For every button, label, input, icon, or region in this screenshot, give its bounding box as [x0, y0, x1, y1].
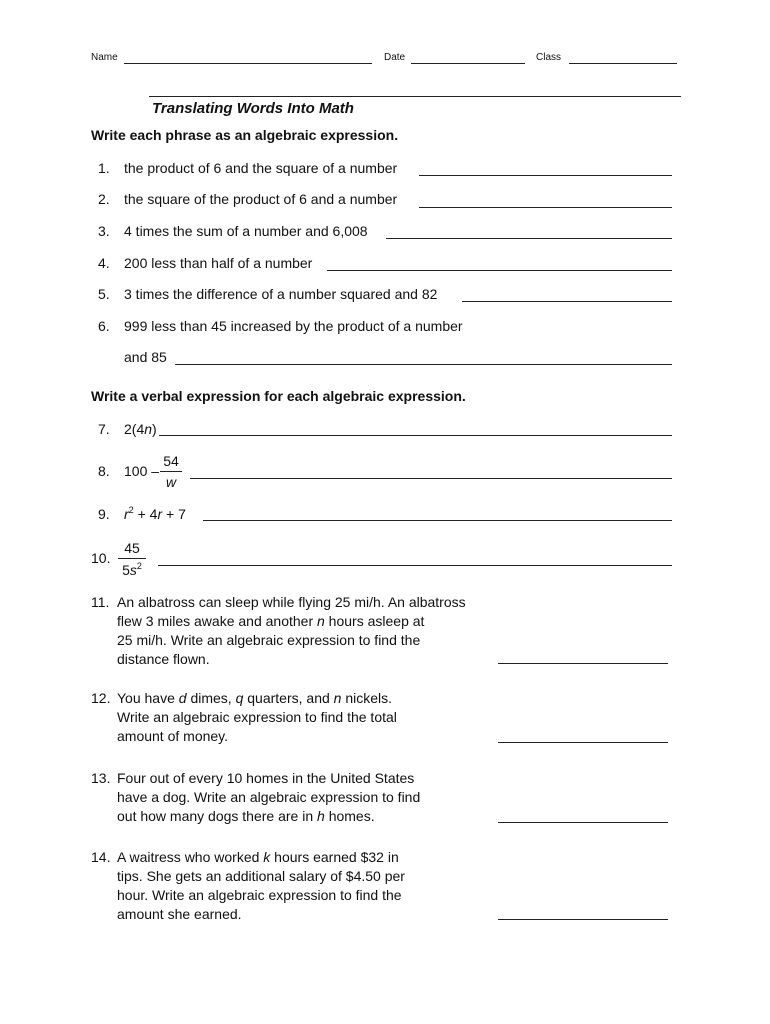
- answer-line-3[interactable]: [386, 238, 672, 239]
- question-number: 5.: [98, 286, 110, 302]
- question-text: 200 less than half of a number: [124, 255, 313, 271]
- title-rule: [149, 96, 681, 97]
- date-answer-line[interactable]: [411, 63, 525, 64]
- answer-line-4[interactable]: [327, 270, 672, 271]
- expr-part: + 7: [162, 506, 186, 522]
- problem-line: tips. She gets an additional salary of $4.50 per: [117, 868, 405, 884]
- problem-line: have a dog. Write an algebraic expression to find: [117, 789, 421, 805]
- question-text: 999 less than 45 increased by the product of a number: [124, 318, 463, 334]
- fraction-45-over-5s2: [118, 540, 146, 578]
- expr-part: 2(4: [124, 421, 145, 437]
- class-label: Class: [536, 52, 562, 63]
- expr-part: 100 –: [124, 463, 160, 479]
- variable-r: r: [157, 506, 163, 522]
- exponent: 2: [136, 561, 142, 571]
- problem-line: out how many dogs there are in h homes.: [117, 808, 375, 824]
- question-number: 9.: [98, 506, 110, 522]
- question-10: [91, 550, 110, 566]
- expr-part: ): [152, 421, 157, 437]
- problem-line: A waitress who worked k hours earned $32 in: [117, 849, 399, 865]
- section1-heading: Write each phrase as an algebraic expression.: [91, 127, 399, 143]
- question-5: [98, 286, 437, 302]
- answer-line-2[interactable]: [419, 207, 672, 208]
- question-text: the product of 6 and the square of a number: [124, 160, 398, 176]
- denominator-coef: 5: [122, 562, 130, 578]
- question-number: 2.: [98, 191, 110, 207]
- question-text: 4 times the sum of a number and 6,008: [124, 223, 368, 239]
- question-3: [98, 223, 368, 239]
- expr-part: + 4: [133, 506, 158, 522]
- question-7: [98, 421, 157, 437]
- answer-line-12[interactable]: [498, 742, 668, 743]
- problem-line: hour. Write an algebraic expression to find the: [117, 887, 402, 903]
- problem-line: Four out of every 10 homes in the United States: [117, 770, 415, 786]
- denominator: w: [165, 474, 177, 490]
- problem-line: distance flown.: [117, 651, 210, 667]
- problem-line: An albatross can sleep while flying 25 mi/h. An albatross: [117, 594, 466, 610]
- answer-line-7[interactable]: [159, 435, 672, 436]
- question-8: [98, 463, 159, 479]
- name-answer-line[interactable]: [124, 63, 372, 64]
- fraction-bar: [160, 471, 182, 472]
- page-title: Translating Words Into Math: [152, 100, 354, 117]
- question-4: [98, 255, 312, 271]
- problem-line: flew 3 miles awake and another n hours asleep at: [117, 613, 425, 629]
- section2-heading: Write a verbal expression for each algebraic expression.: [91, 388, 466, 404]
- question-6-continued: and 85: [124, 349, 167, 365]
- fraction-54-over-w: [160, 453, 182, 490]
- answer-line-5[interactable]: [462, 301, 672, 302]
- answer-line-10[interactable]: [158, 565, 672, 566]
- answer-line-11[interactable]: [498, 663, 668, 664]
- question-1: [98, 160, 397, 176]
- numerator: 45: [124, 540, 140, 556]
- question-number: 10.: [91, 550, 111, 566]
- question-text: the square of the product of 6 and a number: [124, 191, 398, 207]
- question-number: 6.: [98, 318, 110, 334]
- variable-n: n: [144, 421, 153, 437]
- variable-s: s: [129, 562, 137, 578]
- exponent: 2: [128, 505, 134, 515]
- problem-line: amount she earned.: [117, 906, 242, 922]
- question-number: 8.: [98, 463, 110, 479]
- problem-line: Write an algebraic expression to find the total: [117, 709, 397, 725]
- question-number: 3.: [98, 223, 110, 239]
- question-2: [98, 191, 397, 207]
- date-label: Date: [384, 52, 406, 63]
- question-number: 7.: [98, 421, 110, 437]
- answer-line-1[interactable]: [419, 175, 672, 176]
- answer-line-13[interactable]: [498, 822, 668, 823]
- name-label: Name: [91, 52, 118, 63]
- question-number: 4.: [98, 255, 110, 271]
- question-9: [98, 505, 186, 522]
- numerator: 54: [163, 453, 179, 469]
- fraction-bar: [118, 558, 146, 559]
- answer-line-6[interactable]: [175, 364, 672, 365]
- problem-line: 25 mi/h. Write an algebraic expression to find the: [117, 632, 421, 648]
- question-6: [98, 318, 463, 334]
- variable-r: r: [124, 506, 129, 522]
- problem-line: You have d dimes, q quarters, and n nickels.: [117, 690, 393, 706]
- question-number: 14.: [91, 849, 111, 865]
- question-number: 11.: [91, 594, 110, 610]
- problem-line: amount of money.: [117, 728, 229, 744]
- answer-line-8[interactable]: [190, 478, 672, 479]
- denominator: [118, 561, 146, 578]
- question-number: 13.: [91, 770, 111, 786]
- question-number: 12.: [91, 690, 111, 706]
- answer-line-9[interactable]: [203, 520, 672, 521]
- answer-line-14[interactable]: [498, 919, 668, 920]
- question-text: 3 times the difference of a number squared and 82: [124, 286, 438, 302]
- question-number: 1.: [98, 160, 110, 176]
- class-answer-line[interactable]: [569, 63, 677, 64]
